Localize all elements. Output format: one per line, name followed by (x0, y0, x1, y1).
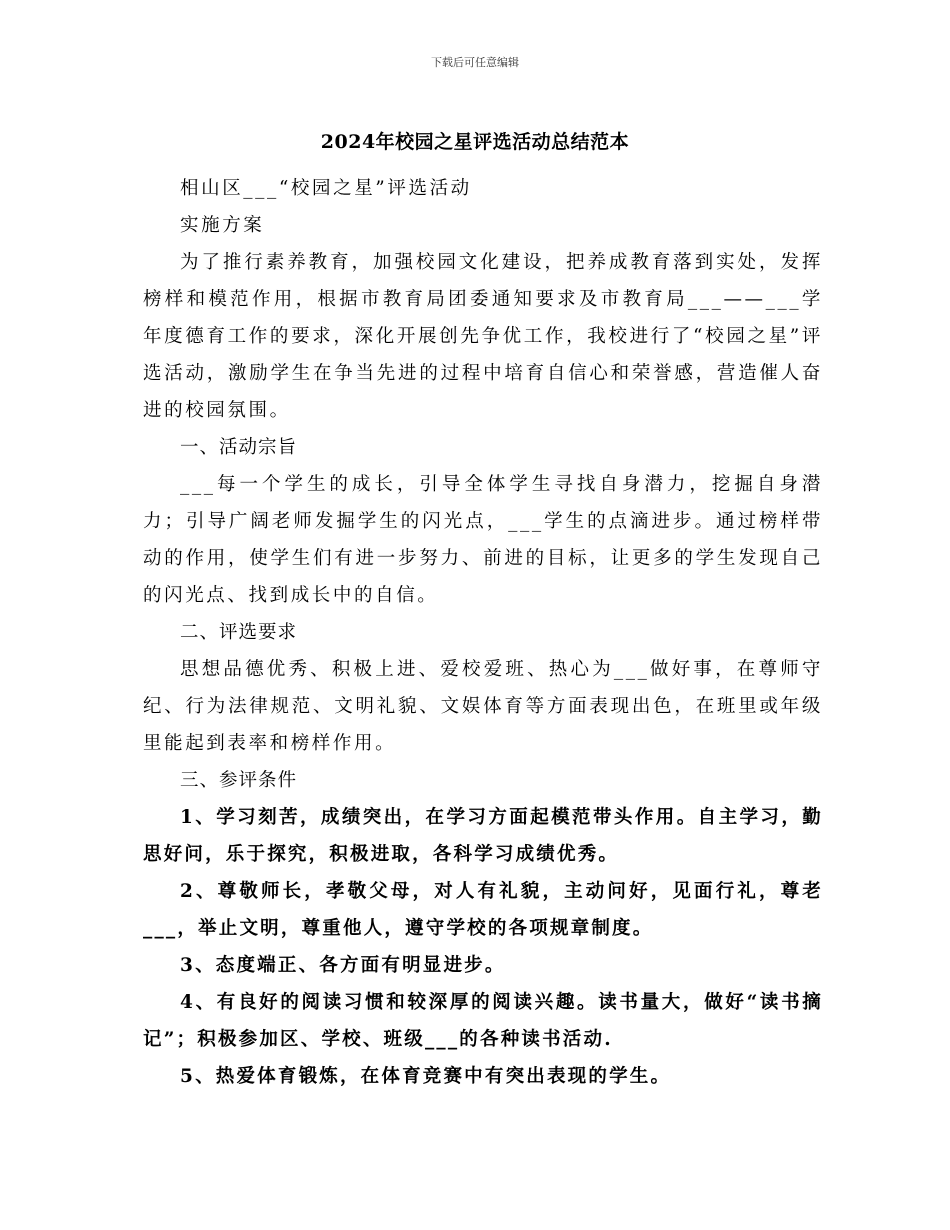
section-heading-requirements: 二、评选要求 (180, 622, 298, 643)
condition-item-1: 1、学习刻苦，成绩突出，在学习方面起模范带头作用。自主学习，勤思好问，乐于探究，积极进取，各科学习成绩优秀。 (143, 807, 823, 865)
condition-item-4: 4、有良好的阅读习惯和较深厚的阅读兴趣。读书量大，做好“读书摘记”；积极参加区、学校、班级___的各种读书活动. (143, 992, 823, 1050)
paragraph-subtitle-line: 相山区___“校园之星”评选活动 (180, 178, 472, 199)
section-heading-conditions: 三、参评条件 (180, 770, 298, 791)
paragraph-intro: 为了推行素养教育，加强校园文化建设，把养成教育落到实处，发挥榜样和模范作用，根据市教育局团委通知要求及市教育局___——___学年度德育工作的要求，深化开展创先争优工作，我校进行了“校园之星”评选活动，激励学生在争当先进的过程中培育自信心和荣誉感，营造催人奋进的校园氛围。 (143, 252, 823, 421)
condition-item-3: 3、态度端正、各方面有明显进步。 (180, 955, 506, 976)
condition-item-2: 2、尊敬师长，孝敬父母，对人有礼貌，主动问好，见面行礼，尊老___，举止文明，尊重他人，遵守学校的各项规章制度。 (143, 881, 823, 939)
document-body (143, 170, 823, 1095)
page-header-note: 下载后可任意编辑 (431, 56, 519, 69)
paragraph-plan-label: 实施方案 (180, 215, 265, 236)
paragraph-requirements: 思想品德优秀、积极上进、爱校爱班、热心为___做好事，在尊师守纪、行为法律规范、文明礼貌、文娱体育等方面表现出色，在班里或年级里能起到表率和榜样作用。 (143, 659, 823, 754)
condition-item-5: 5、热爱体育锻炼，在体育竞赛中有突出表现的学生。 (180, 1066, 672, 1087)
document-title: 2024年校园之星评选活动总结范本 (320, 131, 630, 153)
section-heading-purpose: 一、活动宗旨 (180, 437, 298, 458)
paragraph-purpose: ___每一个学生的成长，引导全体学生寻找自身潜力，挖掘自身潜力；引导广阔老师发掘学生的闪光点，___学生的点滴进步。通过榜样带动的作用，使学生们有进一步努力、前进的目标，让更多的学生发现自己的闪光点、找到成长中的自信。 (143, 474, 823, 606)
